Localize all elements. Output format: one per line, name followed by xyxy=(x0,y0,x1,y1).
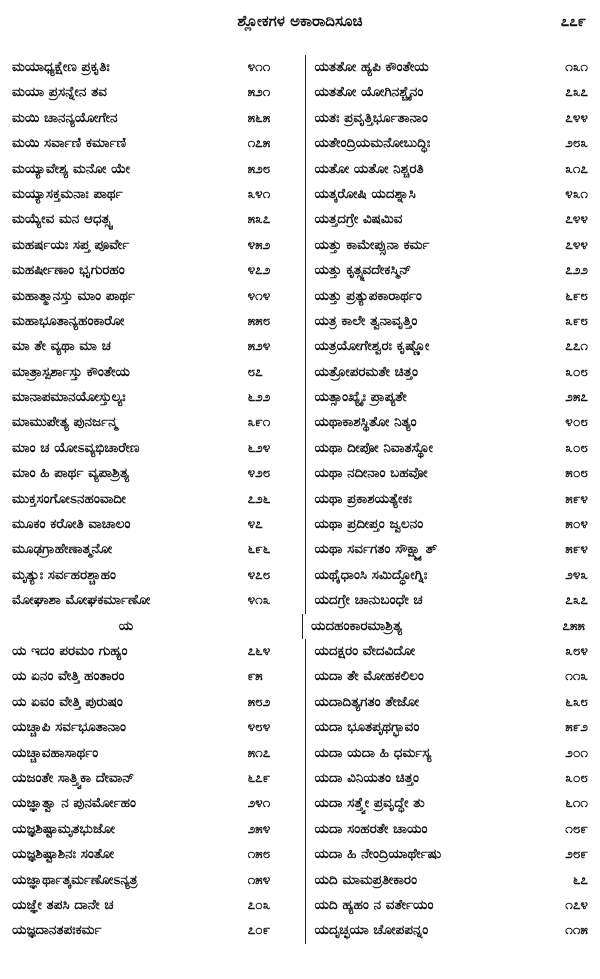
verse-text-right: ಯತ್ರ ಕಾಲೇ ತ್ವನಾವೃತ್ತಿಂ xyxy=(314,312,418,329)
column-divider xyxy=(305,893,306,918)
index-row xyxy=(8,563,592,588)
column-divider xyxy=(305,487,306,512)
column-divider xyxy=(305,842,306,867)
verse-text-left: ಮಹಾಭೂತಾನ್ಯಹಂಕಾರೋ xyxy=(12,312,125,329)
page-ref-right: ೪೩೧ xyxy=(565,185,588,202)
verse-text-right: ಯಥಾ ದೀಪೋ ನಿವಾತಸ್ಥೋ xyxy=(314,439,434,456)
page-ref-right: ೭೪೪ xyxy=(565,109,588,126)
page-ref-left: ೪೫೨ xyxy=(247,236,271,253)
column-divider xyxy=(305,639,306,664)
column-divider xyxy=(305,385,306,410)
verse-text-left: ಮಹರ್ಷೀಣಾಂ ಭೃಗುರಹಂ xyxy=(12,262,125,279)
verse-text-right: ಯತೇಂದ್ರಿಯಮನೋಬುದ್ಧಿಃ xyxy=(314,135,431,152)
page-ref-right: ೭೪೪ xyxy=(565,211,588,228)
verse-text-right: ಯಥಾ ಪ್ರಕಾಶಯತ್ಯೇಕಃ xyxy=(314,490,412,507)
verse-text-right: ಯತ್ತದಗ್ರೇ ವಿಷಮಿವ xyxy=(314,211,403,228)
verse-text-right: ಯಥಾ ಸರ್ವಗತಂ ಸೌಕ್ಷ್ಮ್ಯಾತ್ xyxy=(314,541,438,558)
page-ref-left: ೭೦೩ xyxy=(247,896,271,913)
verse-text-right: ಯದಾ ವಿನಿಯತಂ ಚಿತ್ತಂ xyxy=(314,769,419,786)
verse-text-left: ಮಯ್ಯೇವ ಮನ ಆಧತ್ಸ್ವ xyxy=(12,211,113,228)
column-divider xyxy=(305,563,306,588)
verse-text-left: ಯಜಂತೇ ಸಾತ್ತ್ವಿಕಾ ದೇವಾನ್ xyxy=(12,769,135,786)
verse-text-right: ಯತ್ತು ಕಾಮೇಪ್ಸುನಾ ಕರ್ಮ xyxy=(314,236,430,253)
page-ref-left: ೪೮೪ xyxy=(247,719,271,736)
verse-text-right: ಯದಾ ಸತ್ತ್ವೇ ಪ್ರವೃದ್ಧೇ ತು xyxy=(314,795,425,812)
page-ref-left: ೪೭೮ xyxy=(247,566,271,583)
page-ref-left: ೫೮೨ xyxy=(247,693,271,710)
verse-text-right: ಯದಗ್ರೇ ಚಾನುಬಂಧೇ ಚ xyxy=(314,592,423,609)
column-divider xyxy=(305,436,306,461)
page-ref-right: ೩೦೮ xyxy=(565,769,588,786)
column-divider xyxy=(305,233,306,258)
page-header xyxy=(0,0,600,40)
page-ref-left: ೨೪೧ xyxy=(247,795,271,812)
column-divider xyxy=(305,664,306,689)
page-title: ಶ್ಲೋಕಗಳ ಅಕಾರಾದಿಸೂಚಿ xyxy=(237,12,363,30)
page-ref-left: ೯೫ xyxy=(247,668,263,685)
index-row xyxy=(8,80,592,105)
page-ref-left: ೧೫೪ xyxy=(247,871,271,888)
index-row xyxy=(8,664,592,689)
column-divider xyxy=(305,131,306,156)
verse-text-right: ಯಥಾ ಪ್ರದೀಪ್ತಂ ಜ್ವಲನಂ xyxy=(314,516,424,533)
index-row xyxy=(8,233,592,258)
column-divider xyxy=(305,284,306,309)
page-ref-left: ೪೧೩ xyxy=(247,592,271,609)
page-number: ೭೭೯ xyxy=(560,12,586,30)
page-ref-right: ೬೭ xyxy=(572,871,588,888)
verse-text-left: ಮಯ್ಯಾವೇಶ್ಯ ಮನೋ ಯೇ xyxy=(12,160,130,177)
index-row xyxy=(8,55,592,80)
index-row xyxy=(8,284,592,309)
index-row xyxy=(8,360,592,385)
verse-text-left: ಮಹಾತ್ಮಾನಸ್ತು ಮಾಂ ಪಾರ್ಥ xyxy=(12,287,135,304)
verse-text-left: ಯ ಏವಂ ವೇತ್ತಿ ಪುರುಷಂ xyxy=(12,693,123,710)
verse-text-right: ಯದಹಂಕಾರಮಾಶ್ರಿತ್ಯ xyxy=(311,617,403,634)
verse-text-left: ಮಯಾ ಪ್ರಸನ್ನೇನ ತವ xyxy=(12,84,107,101)
index-row xyxy=(8,512,592,537)
page-ref-left: ೬೯೬ xyxy=(247,541,271,558)
page-ref-right: ೫೯೪ xyxy=(565,490,588,507)
index-row xyxy=(8,791,592,816)
verse-index-table xyxy=(8,55,592,944)
page-ref-left: ೪೧೪ xyxy=(247,287,271,304)
verse-text-left: ಯಜ್ಞೇ ತಪಸಿ ದಾನೇ ಚ xyxy=(12,896,114,913)
page-ref-left: ೧೭೫ xyxy=(247,135,271,152)
index-row xyxy=(8,131,592,156)
verse-text-left: ಮಾಂ ಚ ಯೋಽವ್ಯಭಿಚಾರೇಣ xyxy=(12,439,140,456)
verse-text-left: ಮೋಘಾಶಾ ಮೋಘಕರ್ಮಾಣೋ xyxy=(12,592,151,609)
verse-text-left: ಮಾಮುಪೇತ್ಯ ಪುನರ್ಜನ್ಮ xyxy=(12,414,118,431)
page-ref-right: ೭೩೭ xyxy=(565,592,588,609)
verse-text-left: ಮಹರ್ಷಯಃ ಸಪ್ತ ಪೂರ್ವೇ xyxy=(12,236,130,253)
column-divider xyxy=(305,588,306,613)
page-ref-right: ೧೧೩ xyxy=(565,668,588,685)
page-ref-right: ೬೯೮ xyxy=(565,287,588,304)
index-row xyxy=(8,258,592,283)
verse-text-left: ಮಯಿ ಚಾನನ್ಯಯೋಗೇನ xyxy=(12,109,118,126)
verse-text-right: ಯಥಾ ನದೀನಾಂ ಬಹವೋ xyxy=(314,465,428,482)
page-ref-right: ೩೦೮ xyxy=(565,363,588,380)
verse-text-right: ಯತ್ರೋಪರಮತೇ ಚಿತ್ತಂ xyxy=(314,363,418,380)
column-divider xyxy=(305,461,306,486)
verse-text-right: ಯದಾ ಯದಾ ಹಿ ಧರ್ಮಸ್ಯ xyxy=(314,744,432,761)
verse-text-right: ಯದಾ ಹಿ ನೇಂದ್ರಿಯಾರ್ಥೇಷು xyxy=(314,846,442,863)
page-ref-left: ೫೩೭ xyxy=(247,211,271,228)
page-ref-right: ೭೫೫ xyxy=(562,617,585,634)
verse-text-left: ಮೂಕಂ ಕರೋತಿ ವಾಚಾಲಂ xyxy=(12,516,131,533)
page-ref-right: ೩೯೮ xyxy=(565,312,588,329)
verse-text-left: ಯ ಏನಂ ವೇತ್ತಿ ಹಂತಾರಂ xyxy=(12,668,125,685)
verse-text-left: ಯಜ್ಞಶಿಷ್ಟಾಮೃತಭುಜೋ xyxy=(12,820,115,837)
index-row xyxy=(8,639,592,664)
column-divider xyxy=(305,537,306,562)
page-ref-right: ೧೩೧ xyxy=(565,59,588,75)
column-divider xyxy=(305,512,306,537)
page-ref-right: ೨೮೯ xyxy=(565,846,588,863)
verse-text-right: ಯತತೋ ಯೋಗಿನಶ್ಚೈನಂ xyxy=(314,84,424,101)
column-divider xyxy=(305,157,306,182)
page-ref-left: ೬೨೨ xyxy=(247,389,271,406)
verse-text-right: ಯದಾದಿತ್ಯಗತಂ ತೇಜೋ xyxy=(314,693,419,710)
verse-text-left: ಯಜ್ಞಶಿಷ್ಟಾಶಿನಃ ಸಂತೋ xyxy=(12,846,115,863)
index-row xyxy=(8,182,592,207)
verse-text-left: ಮಯಾಧ್ಯಕ್ಷೇಣ ಪ್ರಕೃತಿಃ xyxy=(12,59,110,75)
column-divider xyxy=(305,766,306,791)
verse-text-left: ಯಜ್ಞಾತ್ವಾ ನ ಪುನರ್ಮೋಹಂ xyxy=(12,795,136,812)
page-ref-right: ೫೯೪ xyxy=(565,541,588,558)
verse-text-left: ಮೃತ್ಯುಃ ಸರ್ವಹರಶ್ಚಾಹಂ xyxy=(12,566,116,583)
verse-text-left: ಯಚ್ಚಾಪಿ ಸರ್ವಭೂತಾನಾಂ xyxy=(12,719,126,736)
page-ref-right: ೭೭೧ xyxy=(565,338,588,355)
page-ref-right: ೨೫೭ xyxy=(565,389,588,406)
verse-text-right: ಯದಿ ಹ್ಯಹಂ ನ ವರ್ತೇಯಂ xyxy=(314,896,434,913)
index-row xyxy=(8,436,592,461)
verse-text-right: ಯತ್ತು ಕೃತ್ಸ್ನವದೇಕಸ್ಮಿನ್ xyxy=(314,262,412,279)
verse-text-right: ಯದಾ ತೇ ಮೋಹಕಲಿಲಂ xyxy=(314,668,424,685)
verse-text-right: ಯದೃಚ್ಛಯಾ ಚೋಪಪನ್ನಂ xyxy=(314,922,429,939)
verse-text-right: ಯತೋ ಯತೋ ನಿಶ್ಚರತಿ xyxy=(314,160,424,177)
index-row xyxy=(8,868,592,893)
index-row xyxy=(8,106,592,131)
page-ref-left: ೫೬೫ xyxy=(247,109,271,126)
index-row xyxy=(8,461,592,486)
page-ref-right: ೭೪೪ xyxy=(565,236,588,253)
column-divider xyxy=(305,55,306,80)
column-divider xyxy=(305,360,306,385)
column-divider xyxy=(305,791,306,816)
page-ref-left: ೬೭೯ xyxy=(247,769,271,786)
verse-text-left: ಯ ಇದಂ ಪರಮಂ ಗುಹ್ಯಂ xyxy=(12,642,128,659)
column-divider xyxy=(305,207,306,232)
index-row xyxy=(8,766,592,791)
page-ref-right: ೫೦೮ xyxy=(565,465,588,482)
page-ref-right: ೨೪೩ xyxy=(565,566,588,583)
verse-text-left: ಮಯಿ ಸರ್ವಾಣಿ ಕರ್ಮಾಣಿ xyxy=(12,135,127,152)
index-row xyxy=(8,893,592,918)
index-row xyxy=(8,614,592,639)
index-row xyxy=(8,690,592,715)
verse-text-left: ಯಜ್ಞದಾನತಪಃಕರ್ಮ xyxy=(12,922,102,939)
page-ref-left: ೪೭೨ xyxy=(247,262,271,279)
index-row xyxy=(8,334,592,359)
verse-text-left: ಮಯ್ಯಾಸಕ್ತಮನಾಃ ಪಾರ್ಥ xyxy=(12,185,123,202)
page-ref-left: ೭೨೬ xyxy=(247,490,271,507)
page-ref-left: ೭೦೯ xyxy=(247,922,271,939)
page-ref-left: ೧೫೮ xyxy=(247,846,271,863)
page-ref-left: ೫೨೪ xyxy=(247,338,271,355)
column-divider xyxy=(305,410,306,435)
index-row xyxy=(8,537,592,562)
index-row xyxy=(8,817,592,842)
page-ref-left: ೫೫೮ xyxy=(247,312,271,329)
verse-text-right: ಯತತೋ ಹ್ಯಪಿ ಕೌಂತೇಯ xyxy=(314,59,429,75)
column-divider xyxy=(305,868,306,893)
page-ref-right: ೩೦೮ xyxy=(565,439,588,456)
verse-text-left: ಮಾ ತೇ ವ್ಯಥಾ ಮಾ ಚ xyxy=(12,338,111,355)
column-divider xyxy=(305,334,306,359)
page-ref-left: ೪೭ xyxy=(247,516,263,533)
page-ref-left: ೭೬೪ xyxy=(247,642,271,659)
verse-text-left: ಯಜ್ಞಾರ್ಥಾತ್ಕರ್ಮಣೋಽನ್ಯತ್ರ xyxy=(12,871,138,888)
verse-text-left: ಯಚ್ಚಾವಹಾಸಾರ್ಥಂ xyxy=(12,744,99,761)
verse-text-left: ಮಾತ್ರಾಸ್ಪರ್ಶಾಸ್ತು ಕೌಂತೇಯ xyxy=(12,363,130,380)
verse-text-right: ಯತ್ರಯೋಗೇಶ್ವರಃ ಕೃಷ್ಣೋ xyxy=(314,338,430,355)
page-ref-left: ೪೧೧ xyxy=(247,59,271,75)
left-page-blank xyxy=(244,614,302,639)
verse-text-left: ಮಾನಾಪಮಾನಯೋಸ್ತುಲ್ಯಃ xyxy=(12,389,126,406)
page-ref-left: ೬೨೪ xyxy=(247,439,271,456)
column-divider xyxy=(302,614,303,639)
page-ref-right: ೭೩೭ xyxy=(565,84,588,101)
index-row xyxy=(8,487,592,512)
page-ref-left: ೫೨೧ xyxy=(247,84,271,101)
page-ref-right: ೬೩೮ xyxy=(565,693,588,710)
column-divider xyxy=(305,715,306,740)
verse-text-right: ಯದಾ ಭೂತಪೃಥಗ್ಭಾವಂ xyxy=(314,719,420,736)
verse-text-left: ಮುಕ್ತಸಂಗೋಽನಹಂವಾದೀ xyxy=(12,490,126,507)
verse-text-left: ಮಾಂ ಹಿ ಪಾರ್ಥ ವ್ಯಪಾಶ್ರಿತ್ಯ xyxy=(12,465,130,482)
page-ref-left: ೮೭ xyxy=(247,363,263,380)
page-ref-right: ೧೧೫ xyxy=(565,922,588,939)
verse-text-right: ಯಥೈಧಾಂಸಿ ಸಮಿದ್ಧೋಗ್ನಿಃ xyxy=(314,566,428,583)
index-row xyxy=(8,842,592,867)
page-ref-right: ೪೦೮ xyxy=(565,414,588,431)
column-divider xyxy=(305,106,306,131)
page-ref-right: ೩೮೪ xyxy=(565,642,588,659)
page-ref-right: ೫೦೪ xyxy=(565,516,588,533)
verse-text-right: ಯಥಾಕಾಶಸ್ಥಿತೋ ನಿತ್ಯಂ xyxy=(314,414,417,431)
page-ref-left: ೩೯೧ xyxy=(247,414,271,431)
column-divider xyxy=(305,817,306,842)
column-divider xyxy=(305,258,306,283)
page-ref-right: ೧೮೯ xyxy=(565,820,588,837)
page-ref-left: ೫೨೮ xyxy=(247,160,271,177)
page-ref-left: ೪೨೮ xyxy=(247,465,271,482)
verse-text-right: ಯದಿ ಮಾಮಪ್ರತೀಕಾರಂ xyxy=(314,871,418,888)
index-row xyxy=(8,918,592,943)
verse-text-right: ಯತ್ಸಾಂಖ್ಯೈಃ ಪ್ರಾಪ್ಯತೇ xyxy=(314,389,407,406)
index-row xyxy=(8,588,592,613)
column-divider xyxy=(305,690,306,715)
page-ref-left: ೫೧೭ xyxy=(247,744,271,761)
page-ref-right: ೩೧೭ xyxy=(565,160,588,177)
verse-text-left: ಮೂಢಗ್ರಾಹೇಣಾತ್ಮನೋ xyxy=(12,541,113,558)
verse-text-right: ಯತಃ ಪ್ರವೃತ್ತಿರ್ಭೂತಾನಾಂ xyxy=(314,109,428,126)
verse-text-right: ಯತ್ತು ಪ್ರತ್ಯುಪಕಾರಾರ್ಥಂ xyxy=(314,287,422,304)
page-ref-right: ೨೮೩ xyxy=(565,135,588,152)
index-row xyxy=(8,385,592,410)
section-letter: ಯ xyxy=(118,617,134,634)
page-ref-right: ೭೨೨ xyxy=(565,262,588,279)
page-ref-right: ೫೯೨ xyxy=(565,719,588,736)
column-divider xyxy=(305,918,306,943)
index-row xyxy=(8,410,592,435)
page-ref-right: ೨೦೧ xyxy=(565,744,588,761)
index-row xyxy=(8,157,592,182)
page-ref-left: ೩೪೧ xyxy=(247,185,271,202)
index-row xyxy=(8,207,592,232)
column-divider xyxy=(305,309,306,334)
page-ref-right: ೬೧೧ xyxy=(565,795,588,812)
column-divider xyxy=(305,80,306,105)
page-ref-right: ೧೭೪ xyxy=(565,896,588,913)
page-ref-left: ೨೫೪ xyxy=(247,820,271,837)
index-row xyxy=(8,741,592,766)
index-row xyxy=(8,715,592,740)
index-row xyxy=(8,309,592,334)
verse-text-right: ಯದಾ ಸಂಹರತೇ ಚಾಯಂ xyxy=(314,820,428,837)
column-divider xyxy=(305,182,306,207)
verse-text-right: ಯತ್ಕರೋಷಿ ಯದಶ್ನಾಸಿ xyxy=(314,185,416,202)
column-divider xyxy=(305,741,306,766)
verse-text-right: ಯದಕ್ಷರಂ ವೇದವಿದೋ xyxy=(314,642,416,659)
